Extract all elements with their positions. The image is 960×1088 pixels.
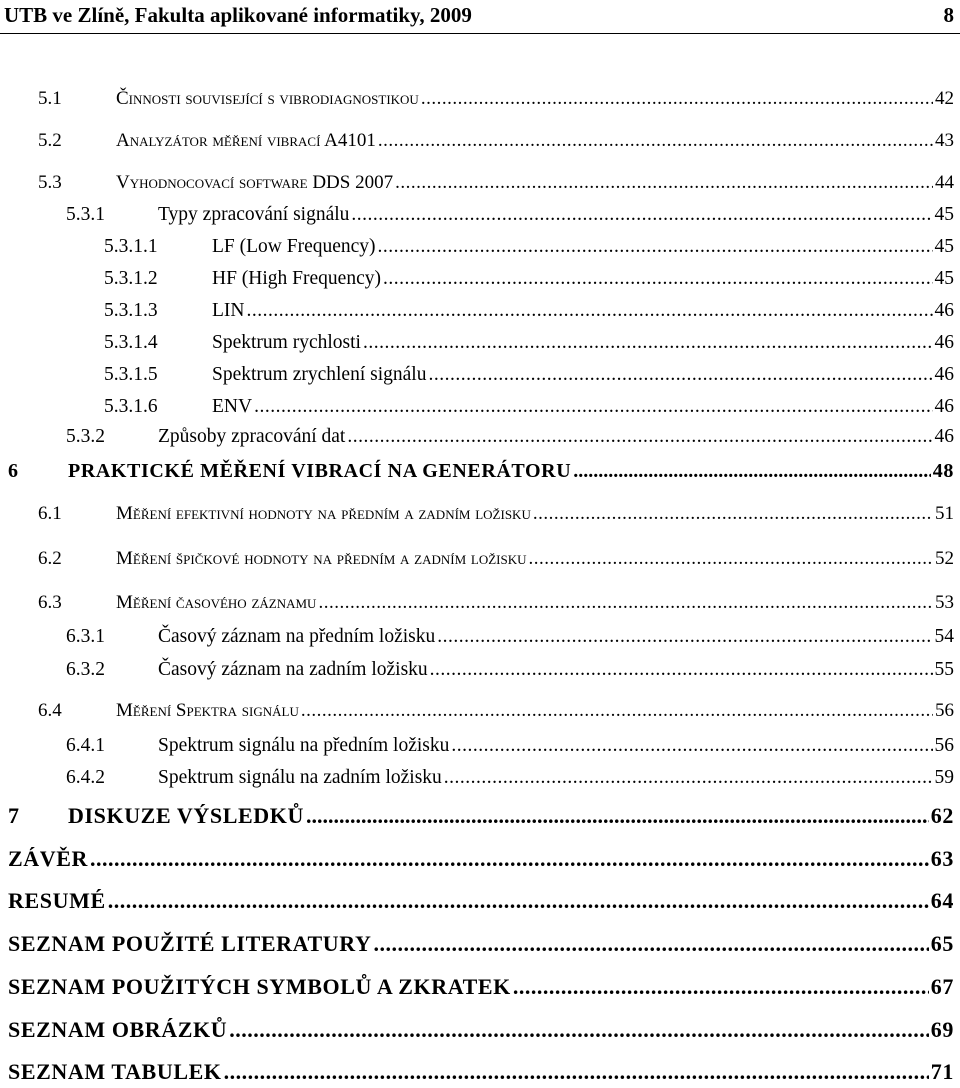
toc-leader (224, 1059, 929, 1085)
toc-leader (378, 130, 933, 152)
toc-number: 6.3.1 (66, 626, 105, 647)
toc-title: Měření špičkové hodnoty na předním a zadním ložisku (116, 548, 527, 569)
toc-leader (437, 626, 932, 648)
toc-title: Měření efektivní hodnoty na předním a zadním ložisku (116, 503, 531, 524)
toc-title: Spektrum zrychlení signálu (212, 364, 427, 385)
toc-title: Časový záznam na zadním ložisku (158, 659, 428, 680)
toc-entry-5-3[interactable] (38, 172, 954, 194)
toc-number: 5.3.1.5 (104, 364, 158, 385)
toc-entry-6-3[interactable] (38, 592, 954, 614)
toc-entry-6[interactable] (8, 460, 954, 483)
toc-title: Spektrum signálu na zadním ložisku (158, 767, 442, 788)
toc-entry-6-4-2[interactable] (66, 767, 954, 789)
toc-page: 55 (934, 659, 954, 680)
toc-leader (108, 888, 929, 914)
toc-title: Činnosti související s vibrodiagnostikou (116, 88, 419, 109)
toc-page: 46 (934, 396, 954, 417)
toc-leader (573, 460, 931, 483)
toc-number: 5.3.1.4 (104, 332, 158, 353)
toc-leader (373, 931, 928, 957)
toc-entry-5-3-1-2[interactable] (104, 268, 954, 290)
toc-leader (395, 172, 933, 194)
toc-number: 6.4 (38, 700, 62, 721)
toc-page: 56 (934, 735, 954, 756)
toc-number: 6.2 (38, 548, 62, 569)
toc-page: 65 (930, 931, 954, 956)
toc-page: 45 (934, 268, 954, 289)
toc-entry-zaver[interactable] (8, 846, 954, 872)
toc-number: 6 (8, 460, 19, 482)
toc-title: LIN (212, 300, 245, 321)
toc-title: Způsoby zpracování dat (158, 426, 346, 447)
toc-title: Měření Spektra signálu (116, 700, 299, 721)
toc-title: Spektrum rychlosti (212, 332, 361, 353)
toc-title: LF (Low Frequency) (212, 236, 376, 257)
toc-page: 63 (930, 846, 954, 871)
toc-leader (430, 659, 933, 681)
toc-entry-5-1[interactable] (38, 88, 954, 110)
toc-entry-5-3-1-1[interactable] (104, 236, 954, 258)
toc-leader (428, 364, 932, 386)
toc-leader (451, 735, 932, 757)
toc-number: 5.3.2 (66, 426, 105, 447)
toc-page: 59 (934, 767, 954, 788)
toc-title: DISKUZE VÝSLEDKŮ (68, 803, 304, 828)
toc-number: 6.3.2 (66, 659, 105, 680)
toc-title: RESUMÉ (8, 888, 106, 913)
toc-title: Vyhodnocovací software DDS 2007 (116, 172, 394, 193)
toc-leader (247, 300, 933, 322)
toc-entry-5-3-1-4[interactable] (104, 332, 954, 354)
toc-title: ENV (212, 396, 253, 417)
toc-number: 5.3 (38, 172, 62, 193)
toc-page: 51 (935, 503, 954, 524)
toc-title: Analyzátor měření vibrací A4101 (116, 130, 376, 151)
toc-number: 5.3.1.3 (104, 300, 158, 321)
page-header (0, 0, 960, 34)
toc-leader (513, 974, 929, 1000)
toc-page: 64 (930, 888, 954, 913)
toc-leader (444, 767, 933, 789)
toc-number: 5.3.1.1 (104, 236, 158, 257)
toc-number: 5.3.1.6 (104, 396, 158, 417)
toc-entry-6-2[interactable] (38, 548, 954, 570)
toc-title: SEZNAM TABULEK (8, 1059, 222, 1084)
toc-title: Měření časového záznamu (116, 592, 317, 613)
toc-title: ZÁVĚR (8, 846, 89, 871)
toc-leader (533, 503, 933, 525)
toc-leader (306, 803, 929, 829)
toc-number: 5.3.1.2 (104, 268, 158, 289)
toc-title: SEZNAM OBRÁZKŮ (8, 1017, 228, 1042)
toc-entry-7[interactable] (8, 803, 954, 829)
toc-leader (90, 846, 929, 872)
toc-page: 54 (934, 626, 954, 647)
toc-page: 46 (934, 300, 954, 321)
toc-number: 5.2 (38, 130, 62, 151)
toc-number: 5.1 (38, 88, 62, 109)
toc-number: 6.4.2 (66, 767, 105, 788)
toc-leader (529, 548, 933, 570)
toc-page: 43 (935, 130, 954, 151)
toc-title: SEZNAM POUŽITÉ LITERATURY (8, 931, 372, 956)
header-page-number: 8 (943, 3, 954, 27)
toc-page: 46 (934, 332, 954, 353)
toc-page: 45 (934, 204, 954, 225)
toc-leader (318, 592, 933, 614)
toc-entry-symboly[interactable] (8, 974, 954, 1000)
toc-leader (229, 1017, 929, 1043)
toc-leader (421, 88, 933, 110)
toc-entry-tabulky[interactable] (8, 1059, 954, 1085)
toc-entry-5-2[interactable] (38, 130, 954, 152)
toc-leader (351, 204, 932, 226)
toc-leader (383, 268, 933, 290)
toc-title: HF (High Frequency) (212, 268, 381, 289)
toc-number: 6.3 (38, 592, 62, 613)
toc-page: 48 (932, 460, 954, 482)
toc-entry-5-3-1-3[interactable] (104, 300, 954, 322)
toc-title: Časový záznam na předním ložisku (158, 626, 436, 647)
toc-page: 42 (935, 88, 954, 109)
toc-leader (347, 426, 932, 448)
toc-page: 44 (935, 172, 954, 193)
toc-entry-resume[interactable] (8, 888, 954, 914)
toc-entry-5-3-1-6[interactable] (104, 396, 954, 418)
toc-entry-6-4[interactable] (38, 700, 954, 722)
toc-title: Spektrum signálu na předním ložisku (158, 735, 450, 756)
toc-title: SEZNAM POUŽITÝCH SYMBOLŮ A ZKRATEK (8, 974, 511, 999)
toc-entry-6-3-2[interactable] (66, 659, 954, 681)
toc-page: 56 (935, 700, 954, 721)
toc-page: 62 (930, 803, 954, 828)
toc-entry-6-3-1[interactable] (66, 626, 954, 648)
toc-entry-5-3-2[interactable] (66, 426, 954, 448)
toc-page: 53 (935, 592, 954, 613)
toc-number: 5.3.1 (66, 204, 105, 225)
toc-leader (301, 700, 933, 722)
toc-entry-6-1[interactable] (38, 503, 954, 525)
toc-page: 46 (934, 364, 954, 385)
toc-page: 52 (935, 548, 954, 569)
toc-page: 69 (930, 1017, 954, 1042)
toc-leader (363, 332, 933, 354)
toc-entry-literatura[interactable] (8, 931, 954, 957)
toc-entry-5-3-1-5[interactable] (104, 364, 954, 386)
toc-title: Typy zpracování signálu (158, 204, 350, 225)
toc-entry-5-3-1[interactable] (66, 204, 954, 226)
toc-number: 6.4.1 (66, 735, 105, 756)
toc-page: 46 (934, 426, 954, 447)
toc-page: 67 (930, 974, 954, 999)
toc-title: PRAKTICKÉ MĚŘENÍ VIBRACÍ NA GENERÁTORU (68, 460, 572, 482)
toc-number: 6.1 (38, 503, 62, 524)
toc-entry-6-4-1[interactable] (66, 735, 954, 757)
toc-page: 45 (934, 236, 954, 257)
toc-leader (378, 236, 933, 258)
toc-leader (254, 396, 932, 418)
toc-number: 7 (8, 803, 20, 828)
toc-entry-obrazky[interactable] (8, 1017, 954, 1043)
toc-page: 71 (930, 1059, 954, 1084)
header-title: UTB ve Zlíně, Fakulta aplikované informatiky, 2009 (4, 3, 472, 27)
